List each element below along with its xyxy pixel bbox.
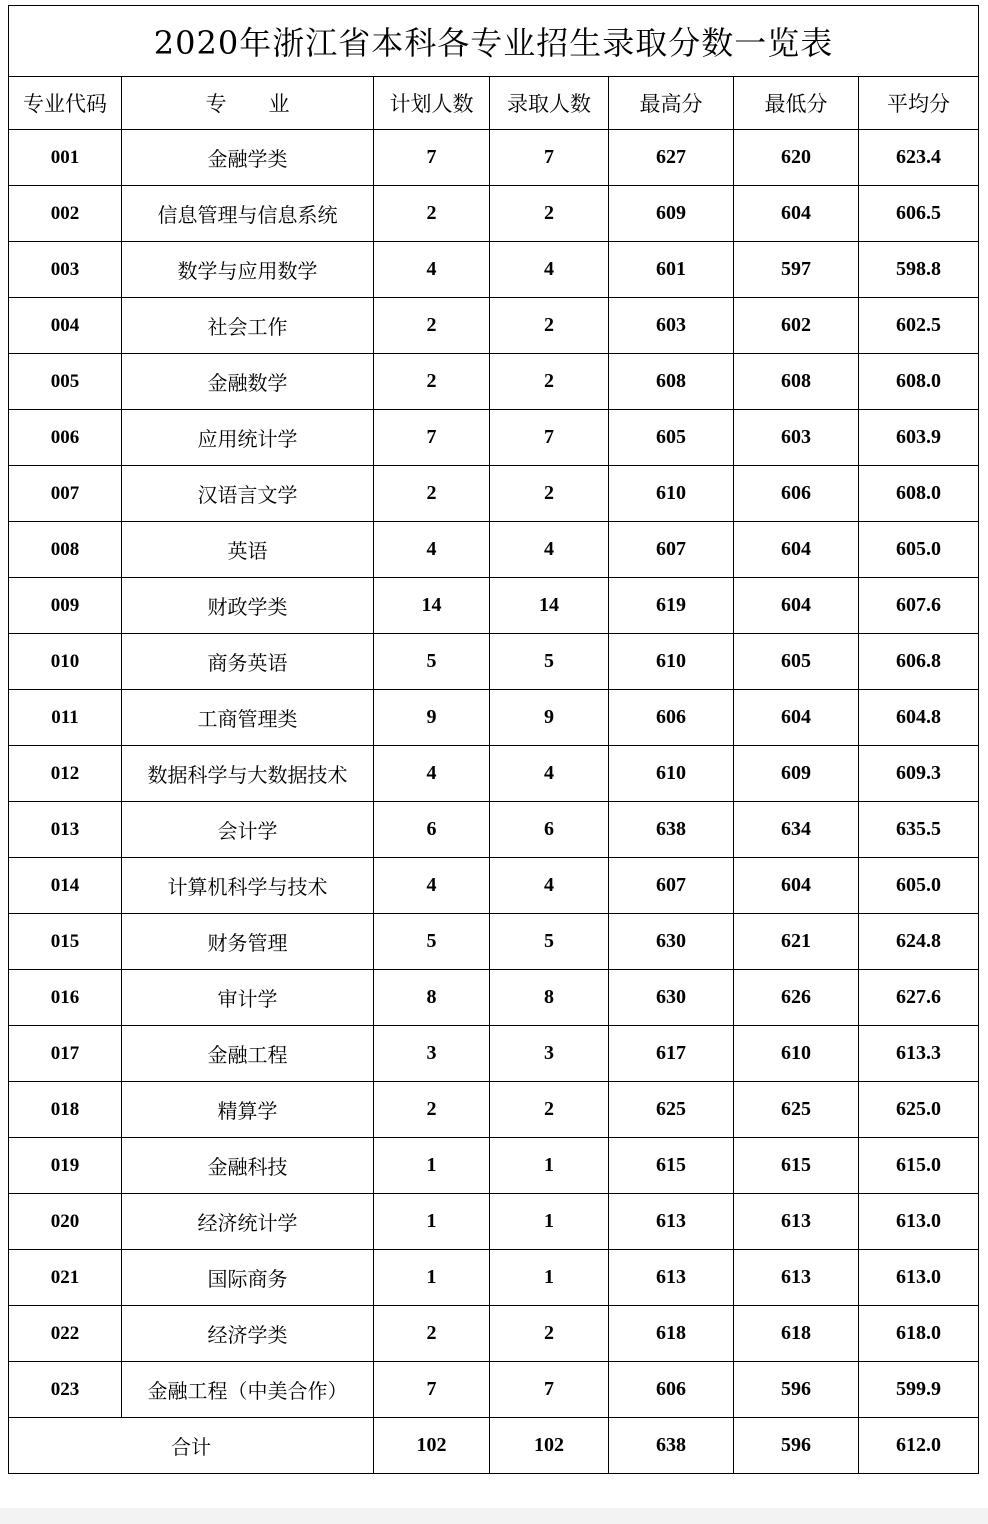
min-score: 604: [734, 858, 859, 914]
major-code: 013: [9, 802, 122, 858]
major-code: 023: [9, 1362, 122, 1418]
column-header-code: 专业代码: [9, 77, 122, 130]
major-name: 信息管理与信息系统: [122, 186, 374, 242]
admit-count: 2: [490, 1306, 609, 1362]
avg-score: 624.8: [859, 914, 979, 970]
max-score: 606: [609, 690, 734, 746]
plan-count: 2: [374, 298, 490, 354]
min-score: 604: [734, 690, 859, 746]
avg-score: 605.0: [859, 858, 979, 914]
total-admit: 102: [490, 1418, 609, 1474]
major-code: 002: [9, 186, 122, 242]
major-name: 财务管理: [122, 914, 374, 970]
plan-count: 4: [374, 746, 490, 802]
major-code: 016: [9, 970, 122, 1026]
admit-count: 6: [490, 802, 609, 858]
plan-count: 2: [374, 466, 490, 522]
major-name: 金融数学: [122, 354, 374, 410]
major-name: 金融工程（中美合作）: [122, 1362, 374, 1418]
max-score: 606: [609, 1362, 734, 1418]
max-score: 613: [609, 1250, 734, 1306]
table-row: [9, 914, 979, 970]
min-score: 626: [734, 970, 859, 1026]
major-name: 应用统计学: [122, 410, 374, 466]
major-code: 006: [9, 410, 122, 466]
major-code: 003: [9, 242, 122, 298]
min-score: 620: [734, 130, 859, 186]
avg-score: 618.0: [859, 1306, 979, 1362]
column-header-admit: 录取人数: [490, 77, 609, 130]
total-min: 596: [734, 1418, 859, 1474]
min-score: 625: [734, 1082, 859, 1138]
admit-count: 14: [490, 578, 609, 634]
major-name: 审计学: [122, 970, 374, 1026]
admit-count: 1: [490, 1194, 609, 1250]
avg-score: 604.8: [859, 690, 979, 746]
plan-count: 1: [374, 1250, 490, 1306]
table-row: [9, 298, 979, 354]
admit-count: 8: [490, 970, 609, 1026]
plan-count: 1: [374, 1194, 490, 1250]
plan-count: 1: [374, 1138, 490, 1194]
table-row: [9, 522, 979, 578]
avg-score: 615.0: [859, 1138, 979, 1194]
avg-score: 609.3: [859, 746, 979, 802]
major-code: 018: [9, 1082, 122, 1138]
major-name: 经济学类: [122, 1306, 374, 1362]
max-score: 627: [609, 130, 734, 186]
plan-count: 6: [374, 802, 490, 858]
table-row: [9, 410, 979, 466]
major-name: 精算学: [122, 1082, 374, 1138]
major-code: 007: [9, 466, 122, 522]
min-score: 621: [734, 914, 859, 970]
max-score: 617: [609, 1026, 734, 1082]
major-name: 商务英语: [122, 634, 374, 690]
max-score: 619: [609, 578, 734, 634]
column-header-avg: 平均分: [859, 77, 979, 130]
table-row: [9, 242, 979, 298]
max-score: 618: [609, 1306, 734, 1362]
min-score: 597: [734, 242, 859, 298]
max-score: 630: [609, 914, 734, 970]
admit-count: 4: [490, 522, 609, 578]
table-row: [9, 1306, 979, 1362]
major-code: 009: [9, 578, 122, 634]
table-row: [9, 1250, 979, 1306]
major-name: 财政学类: [122, 578, 374, 634]
plan-count: 5: [374, 634, 490, 690]
major-code: 001: [9, 130, 122, 186]
admit-count: 9: [490, 690, 609, 746]
avg-score: 603.9: [859, 410, 979, 466]
plan-count: 8: [374, 970, 490, 1026]
max-score: 605: [609, 410, 734, 466]
table-row: [9, 746, 979, 802]
admit-count: 7: [490, 130, 609, 186]
max-score: 609: [609, 186, 734, 242]
admit-count: 7: [490, 1362, 609, 1418]
avg-score: 605.0: [859, 522, 979, 578]
major-code: 008: [9, 522, 122, 578]
major-code: 020: [9, 1194, 122, 1250]
major-name: 计算机科学与技术: [122, 858, 374, 914]
major-name: 会计学: [122, 802, 374, 858]
avg-score: 599.9: [859, 1362, 979, 1418]
major-name: 工商管理类: [122, 690, 374, 746]
admit-count: 1: [490, 1138, 609, 1194]
major-code: 017: [9, 1026, 122, 1082]
avg-score: 606.5: [859, 186, 979, 242]
total-plan: 102: [374, 1418, 490, 1474]
max-score: 603: [609, 298, 734, 354]
plan-count: 7: [374, 1362, 490, 1418]
plan-count: 2: [374, 1082, 490, 1138]
major-code: 021: [9, 1250, 122, 1306]
table-row: [9, 634, 979, 690]
plan-count: 3: [374, 1026, 490, 1082]
min-score: 603: [734, 410, 859, 466]
min-score: 615: [734, 1138, 859, 1194]
max-score: 613: [609, 1194, 734, 1250]
major-code: 004: [9, 298, 122, 354]
max-score: 610: [609, 634, 734, 690]
major-name: 经济统计学: [122, 1194, 374, 1250]
min-score: 606: [734, 466, 859, 522]
avg-score: 598.8: [859, 242, 979, 298]
major-code: 015: [9, 914, 122, 970]
table-row: [9, 1082, 979, 1138]
avg-score: 627.6: [859, 970, 979, 1026]
max-score: 607: [609, 522, 734, 578]
page-title: 2020年浙江省本科各专业招生录取分数一览表: [9, 6, 979, 77]
major-name: 数据科学与大数据技术: [122, 746, 374, 802]
min-score: 596: [734, 1362, 859, 1418]
table-row: [9, 354, 979, 410]
avg-score: 608.0: [859, 354, 979, 410]
major-code: 019: [9, 1138, 122, 1194]
min-score: 602: [734, 298, 859, 354]
table-row: [9, 690, 979, 746]
admit-count: 1: [490, 1250, 609, 1306]
plan-count: 2: [374, 354, 490, 410]
max-score: 625: [609, 1082, 734, 1138]
admit-count: 4: [490, 746, 609, 802]
page-bottom-strip: [0, 1508, 988, 1524]
plan-count: 5: [374, 914, 490, 970]
major-code: 022: [9, 1306, 122, 1362]
table-row: [9, 1362, 979, 1418]
admit-count: 5: [490, 634, 609, 690]
plan-count: 2: [374, 1306, 490, 1362]
major-code: 011: [9, 690, 122, 746]
admission-score-table: [8, 5, 979, 1474]
min-score: 605: [734, 634, 859, 690]
admit-count: 3: [490, 1026, 609, 1082]
max-score: 630: [609, 970, 734, 1026]
table-row: [9, 1026, 979, 1082]
table-row: [9, 802, 979, 858]
plan-count: 4: [374, 522, 490, 578]
plan-count: 9: [374, 690, 490, 746]
min-score: 613: [734, 1250, 859, 1306]
max-score: 610: [609, 746, 734, 802]
table-row: [9, 1194, 979, 1250]
admission-score-sheet: [8, 5, 978, 1474]
min-score: 610: [734, 1026, 859, 1082]
major-code: 012: [9, 746, 122, 802]
max-score: 601: [609, 242, 734, 298]
max-score: 608: [609, 354, 734, 410]
table-row: [9, 578, 979, 634]
column-header-min: 最低分: [734, 77, 859, 130]
table-row: [9, 466, 979, 522]
header-row: [9, 77, 979, 130]
avg-score: 607.6: [859, 578, 979, 634]
min-score: 608: [734, 354, 859, 410]
max-score: 615: [609, 1138, 734, 1194]
total-row: [9, 1418, 979, 1474]
max-score: 610: [609, 466, 734, 522]
min-score: 613: [734, 1194, 859, 1250]
max-score: 607: [609, 858, 734, 914]
total-label: 合计: [9, 1418, 374, 1474]
avg-score: 625.0: [859, 1082, 979, 1138]
column-header-max: 最高分: [609, 77, 734, 130]
column-header-plan: 计划人数: [374, 77, 490, 130]
avg-score: 606.8: [859, 634, 979, 690]
min-score: 609: [734, 746, 859, 802]
major-name: 社会工作: [122, 298, 374, 354]
plan-count: 4: [374, 242, 490, 298]
avg-score: 635.5: [859, 802, 979, 858]
column-header-major: 专 业: [122, 77, 374, 130]
table-row: [9, 130, 979, 186]
admit-count: 2: [490, 466, 609, 522]
max-score: 638: [609, 802, 734, 858]
admit-count: 2: [490, 186, 609, 242]
admit-count: 2: [490, 354, 609, 410]
major-name: 金融学类: [122, 130, 374, 186]
plan-count: 2: [374, 186, 490, 242]
avg-score: 613.3: [859, 1026, 979, 1082]
admit-count: 7: [490, 410, 609, 466]
plan-count: 14: [374, 578, 490, 634]
plan-count: 4: [374, 858, 490, 914]
plan-count: 7: [374, 130, 490, 186]
major-name: 汉语言文学: [122, 466, 374, 522]
min-score: 634: [734, 802, 859, 858]
table-row: [9, 186, 979, 242]
major-name: 国际商务: [122, 1250, 374, 1306]
table-row: [9, 858, 979, 914]
admit-count: 5: [490, 914, 609, 970]
major-code: 014: [9, 858, 122, 914]
avg-score: 608.0: [859, 466, 979, 522]
admit-count: 2: [490, 298, 609, 354]
major-name: 金融工程: [122, 1026, 374, 1082]
major-code: 005: [9, 354, 122, 410]
table-row: [9, 970, 979, 1026]
admit-count: 2: [490, 1082, 609, 1138]
table-body: [9, 130, 979, 1418]
min-score: 604: [734, 522, 859, 578]
major-code: 010: [9, 634, 122, 690]
min-score: 604: [734, 186, 859, 242]
min-score: 604: [734, 578, 859, 634]
min-score: 618: [734, 1306, 859, 1362]
avg-score: 602.5: [859, 298, 979, 354]
table-row: [9, 1138, 979, 1194]
admit-count: 4: [490, 242, 609, 298]
avg-score: 613.0: [859, 1250, 979, 1306]
plan-count: 7: [374, 410, 490, 466]
total-avg: 612.0: [859, 1418, 979, 1474]
avg-score: 613.0: [859, 1194, 979, 1250]
major-name: 英语: [122, 522, 374, 578]
major-name: 数学与应用数学: [122, 242, 374, 298]
major-name: 金融科技: [122, 1138, 374, 1194]
total-max: 638: [609, 1418, 734, 1474]
admit-count: 4: [490, 858, 609, 914]
avg-score: 623.4: [859, 130, 979, 186]
